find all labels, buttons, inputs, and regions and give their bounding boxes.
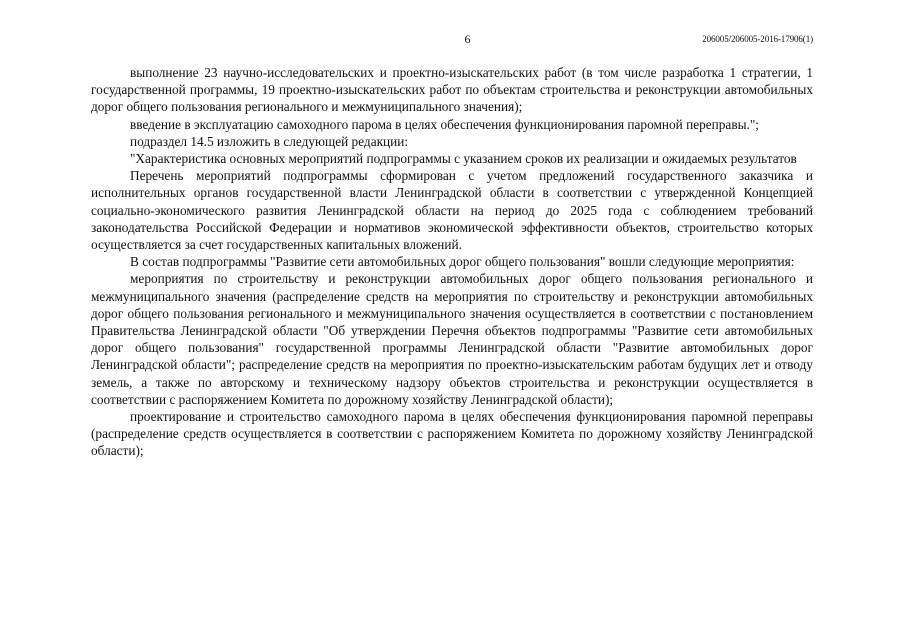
page-number: 6	[464, 32, 471, 46]
paragraph-ferry-commissioning: введение в эксплуатацию самоходного парома в целях обеспечения функционирования паромной переправы.";	[130, 116, 759, 132]
paragraph-ferry-design: проектирование и строительство самоходного парома в целях обеспечения функционирования паромной переправы (распределение средств осуществляется в соответствии с распоряжением Комитета по дорожному хозяйству Ленинградской области);	[91, 409, 813, 459]
paragraph-road-construction: мероприятия по строительству и реконструкции автомобильных дорог общего пользования регионального и межмуниципального значения (распределение средств на мероприятия по строительству и реконструкции автомобильных дорог общего пользования регионального и межмуниципального значения осуществляется в соответствии с постановлением Правительства Ленинградской области "Об утверждении Перечня объектов подпрограммы "Развитие сети автомобильных дорог общего пользования" государственной программы Ленинградской области "Развитие автомобильных дорог Ленинградской области"; распределение средств на мероприятия по проектно-изыскательским работам будущих лет и отводу земель, а также по авторскому и техническому надзору объектов строительства и реконструкции осуществляется в соответствии с распоряжением Комитета по дорожному хозяйству Ленинградской области);	[91, 271, 813, 407]
paragraph-subprogram-composition: В состав подпрограммы "Развитие сети автомобильных дорог общего пользования" вошли следующие мероприятия:	[130, 254, 795, 270]
paragraph-section-heading: "Характеристика основных мероприятий подпрограммы с указанием сроков их реализации и ожидаемых результатов	[130, 151, 797, 167]
paragraph-research-works: выполнение 23 научно-исследовательских и проектно-изыскательских работ (в том числе разработка 1 стратегии, 1 государственной программы, 19 проектно-изыскательских работ по объектам строительства и реконструкции автомобильных дорог общего пользования регионального и межмуниципального значения);	[91, 65, 813, 115]
document-id: 206005/206005-2016-17906(1)	[702, 34, 813, 44]
paragraph-measures-list: Перечень мероприятий подпрограммы сформирован с учетом предложений государственного заказчика и исполнительных органов государственной власти Ленинградской области в соответствии с утвержденной Концепцией социально-экономического развития Ленинградской области на период до 2025 года с соблюдением требований законодательства Российской Федерации и нормативов экономической эффективности объектов, строительство которых осуществляется за счет государственных капитальных вложений.	[91, 168, 813, 253]
paragraph-subsection-edit: подраздел 14.5 изложить в следующей редакции:	[130, 133, 409, 149]
document-body	[91, 64, 813, 460]
